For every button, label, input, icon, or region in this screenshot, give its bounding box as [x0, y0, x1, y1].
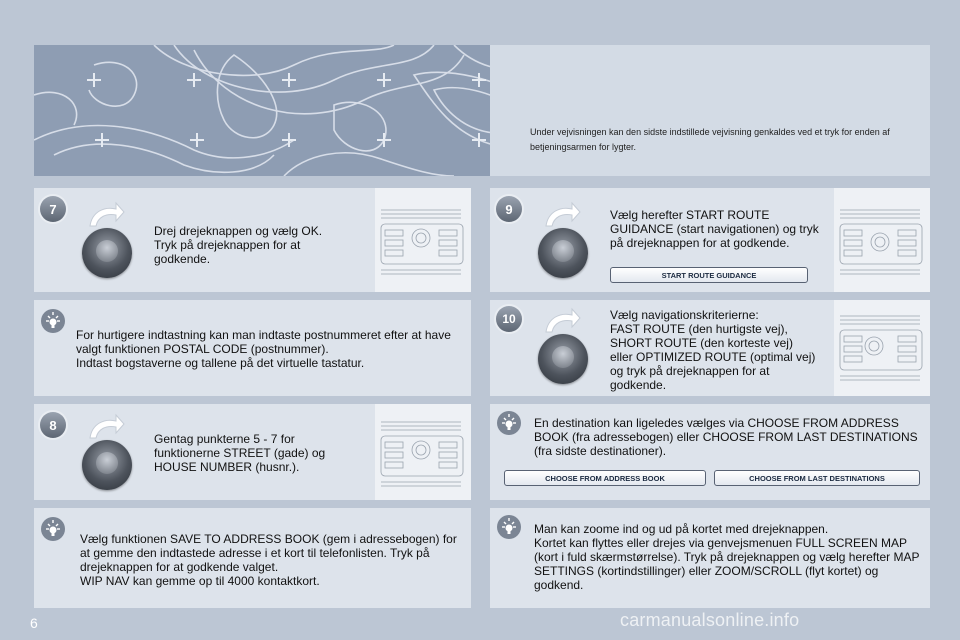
intro-note-panel — [490, 45, 930, 176]
step-10-card — [490, 300, 930, 396]
radio-unit-icon — [375, 188, 471, 292]
radio-panel-image — [375, 188, 471, 292]
rotary-knob-icon — [538, 228, 588, 278]
lightbulb-tip-icon — [40, 516, 66, 542]
tip-postal-code-text: For hurtigere indtastning kan man indtaste postnummeret efter at have valgt funktionen POSTAL CODE (postnummer). Indtast bogstaverne og tallene på det virtuelle tastatur. — [76, 328, 451, 370]
page-number: 6 — [30, 615, 38, 631]
radio-panel-image — [834, 188, 930, 292]
lightbulb-tip-icon — [496, 514, 522, 540]
intro-note-text: Under vejvisningen kan den sidste indstillede vejvisning genkaldes ved et tryk for enden af betjeningsarmen for lygter. — [530, 127, 890, 152]
choose-from-last-destinations-button[interactable]: CHOOSE FROM LAST DESTINATIONS — [714, 470, 920, 486]
step-10-badge: 10 — [496, 306, 522, 332]
step-9-text: Vælg herefter START ROUTE GUIDANCE (start navigationen) og tryk på drejeknappen for at godkende. — [610, 208, 819, 250]
rotary-knob-icon — [82, 228, 132, 278]
rotate-arrow-icon — [86, 412, 126, 442]
rotary-knob-icon — [82, 440, 132, 490]
step-9-card — [490, 188, 930, 292]
step-8-card — [34, 404, 471, 500]
rotate-arrow-icon — [86, 200, 126, 230]
step-8-text: Gentag punkterne 5 - 7 for funktionerne STREET (gade) og HOUSE NUMBER (husnr.). — [154, 432, 326, 474]
radio-unit-icon — [834, 188, 930, 292]
radio-unit-icon — [375, 404, 471, 500]
choose-from-address-book-button[interactable]: CHOOSE FROM ADDRESS BOOK — [504, 470, 706, 486]
lightbulb-tip-icon — [496, 410, 522, 436]
step-8-badge: 8 — [40, 412, 66, 438]
start-route-guidance-button[interactable]: START ROUTE GUIDANCE — [610, 267, 808, 283]
rotary-knob-icon — [538, 334, 588, 384]
step-10-text: Vælg navigationskriterierne: FAST ROUTE (den hurtigste vej), SHORT ROUTE (den korteste vej) eller OPTIMIZED ROUTE (optimal vej) og tryk på drejeknappen for at godkende. — [610, 308, 816, 392]
tip-address-book-card — [34, 508, 471, 608]
step-7-badge: 7 — [40, 196, 66, 222]
lightbulb-tip-icon — [40, 308, 66, 334]
tip-zoom-map-text: Man kan zoome ind og ud på kortet med drejeknappen. Kortet kan flyttes eller drejes via genvejsmenuen FULL SCREEN MAP (kort i fuld skærmstørrelse). Tryk på drejeknappen og vælg herefter MAP SETTINGS (kortindstillinger) eller ZOOM/SCROLL (flyt kortet) og godkend. — [534, 522, 920, 592]
radio-panel-image — [834, 300, 930, 396]
rotate-arrow-icon — [542, 200, 582, 230]
tip-choose-destination-text: En destination kan ligeledes vælges via CHOOSE FROM ADDRESS BOOK (fra adressebogen) eller CHOOSE FROM LAST DESTINATIONS (fra sidste destinationer). — [534, 416, 918, 458]
radio-panel-image — [375, 404, 471, 500]
tip-address-book-text: Vælg funktionen SAVE TO ADDRESS BOOK (gem i adressebogen) for at gemme den indtastede adresse i et kort til telefonlisten. Tryk på drejeknappen for at godkende valget. WIP NAV kan gemme op til 4000 kontaktkort. — [80, 532, 457, 588]
tip-zoom-map-card — [490, 508, 930, 608]
tip-postal-code-card — [34, 300, 471, 396]
step-7-text: Drej drejeknappen og vælg OK. Tryk på drejeknappen for at godkende. — [154, 224, 323, 266]
tip-choose-destination-card — [490, 404, 930, 500]
step-7-card — [34, 188, 471, 292]
rotate-arrow-icon — [542, 306, 582, 336]
watermark-text: carmanualsonline.info — [620, 610, 800, 630]
step-9-badge: 9 — [496, 196, 522, 222]
radio-unit-icon — [834, 300, 930, 396]
